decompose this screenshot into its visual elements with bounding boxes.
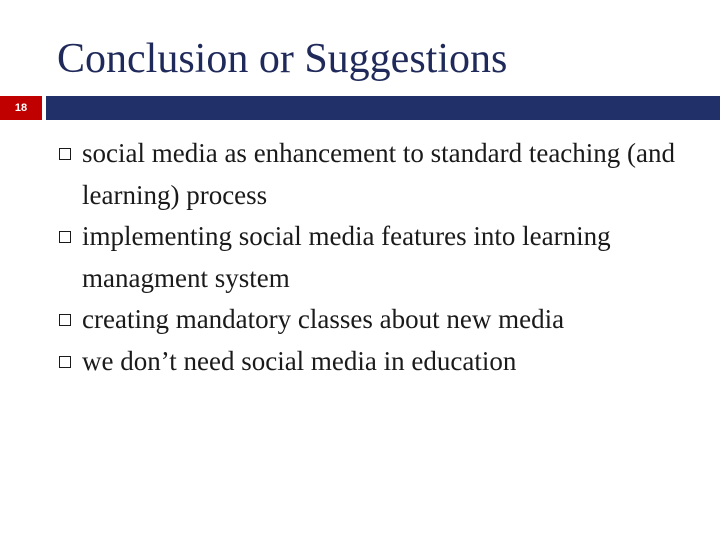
bullet-item	[56, 341, 696, 383]
bullet-item	[56, 133, 696, 216]
bullet-text: creating mandatory classes about new media	[82, 304, 565, 334]
bullet-list	[56, 133, 696, 382]
square-bullet-icon	[59, 356, 71, 368]
title-rule-bar	[46, 96, 720, 120]
slide-number-badge: 18	[0, 96, 42, 120]
square-bullet-icon	[59, 148, 71, 160]
bullet-text: social media as enhancement to standard teaching (and learning) process	[82, 138, 676, 210]
square-bullet-icon	[59, 314, 71, 326]
bullet-text: we don’t need social media in education	[82, 345, 517, 376]
square-bullet-icon	[59, 231, 71, 243]
bullet-item	[56, 299, 696, 341]
slide-title: Conclusion or Suggestions	[57, 36, 508, 82]
bullet-item	[56, 216, 696, 299]
bullet-text: implementing social media features into learning managment system	[82, 221, 611, 293]
